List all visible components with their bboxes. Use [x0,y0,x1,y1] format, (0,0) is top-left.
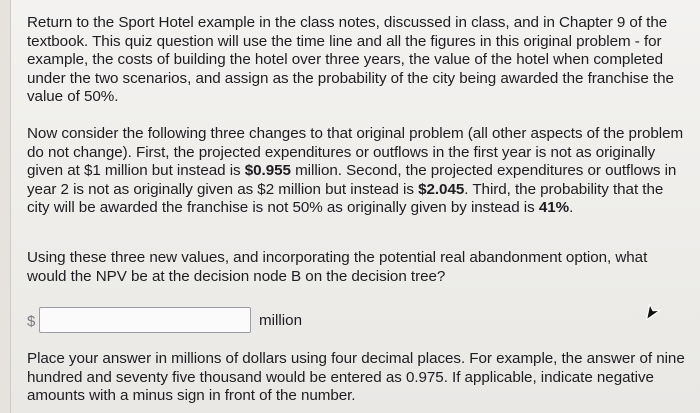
answer-row [27,307,687,337]
answer-unit-label: million [259,312,303,329]
question-prompt: Using these three new values, and incorporating the potential real abandonment option, what would the NPV be at the decision node B on the decision tree? [27,249,648,285]
answer-instructions: Place your answer in millions of dollars using four decimal places. For example, the answer of nine hundred and seventy five thousand would be entered as 0.975. If applicable, indicate negative amounts with a minus sign in front of the number. [27,350,685,405]
npv-answer-input[interactable] [39,307,251,333]
changes-text-2: million. Second, the projected expenditures or outflows in year 2 is not as originally given as $2 million but instead is [27,162,677,198]
changes-text-3: . Third, the probability that the city will be awarded the franchise is not 50% as originally given by instead is [27,180,664,217]
changes-text-1: Now consider the following three changes to that original problem (all other aspects of the problem do not change). First, the projected expenditures or outflows in the first year is not as originally given at $1 million but instead is [27,125,684,180]
question-changes [27,125,689,218]
currency-symbol: $ [27,313,36,330]
changes-text-4: . [569,199,574,217]
year1-outflow-value: $0.955 [244,162,291,180]
year2-outflow-value: $2.045 [418,180,465,198]
franchise-probability-value: 41% [538,199,570,217]
mouse-pointer-icon [640,300,662,322]
question-intro: Return to the Sport Hotel example in the class notes, discussed in class, and in Chapter 9 of the textbook. This quiz question will use the time line and all the figures in this original problem - for example, the costs of building the hotel over three years, the value of the hotel when completed under the two scenarios, and assign as the probability of the city being awarded the franchise the value of 50%. [27,14,674,106]
